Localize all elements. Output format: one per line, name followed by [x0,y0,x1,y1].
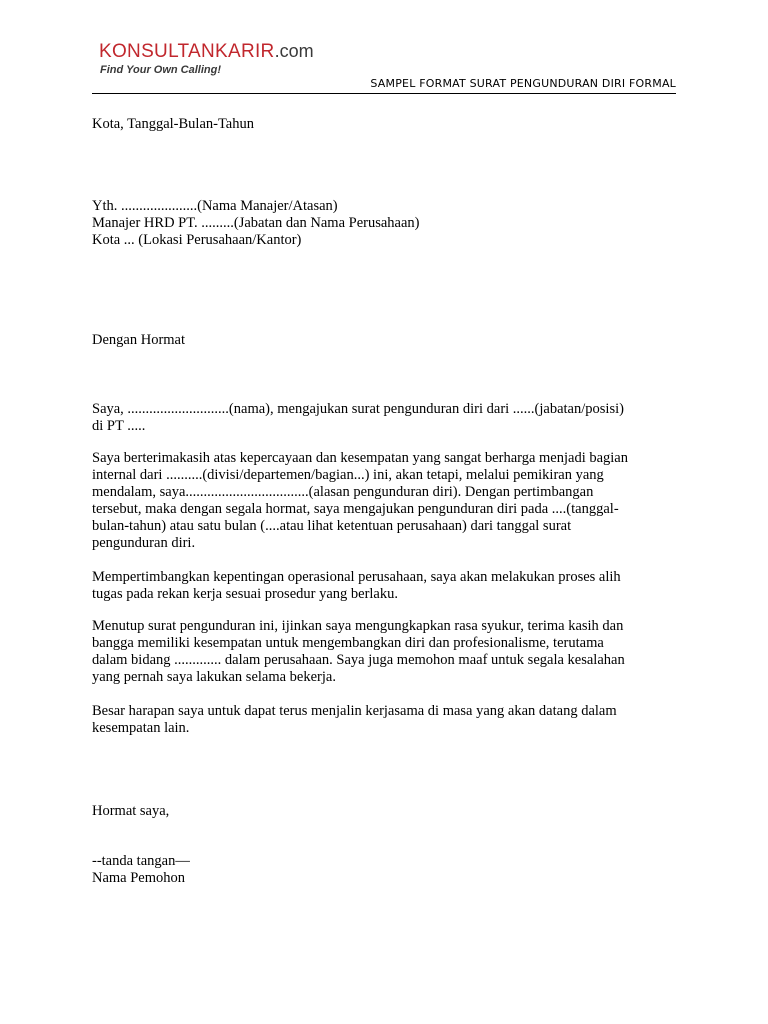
header-divider [92,93,676,94]
logo-tagline: Find Your Own Calling! [100,64,221,76]
salutation: Dengan Hormat [92,332,186,348]
paragraph-hope [92,703,682,737]
paragraph-closing-gratitude [92,618,682,686]
logo-brand: KONSULTANKARIR [99,41,275,62]
recipient-line-3: Kota ... (Lokasi Perusahaan/Kantor) [92,232,302,248]
paragraph-line: tersebut, maka dengan segala hormat, saya mengajukan pengunduran diri pada ....(tanggal- [92,501,619,517]
recipient-line-2: Manajer HRD PT. .........(Jabatan dan Nama Perusahaan) [92,215,420,231]
applicant-name: Nama Pemohon [92,870,186,886]
paragraph-line: Saya berterimakasih atas kepercayaan dan kesempatan yang sangat berharga menjadi bagian [92,450,628,466]
paragraph-line: dalam bidang ............. dalam perusahaan. Saya juga memohon maaf untuk segala kesalahan [92,652,625,668]
date-line: Kota, Tanggal-Bulan-Tahun [92,116,254,132]
paragraph-line: tugas pada rekan kerja sesuai prosedur yang berlaku. [92,586,398,602]
paragraph-line: internal dari ..........(divisi/departemen/bagian...) ini, akan tetapi, melalui pemikiran yang [92,467,604,483]
signature-placeholder: --tanda tangan— [92,853,190,869]
paragraph-line: yang pernah saya lakukan selama bekerja. [92,669,336,685]
recipient-line-1: Yth. .....................(Nama Manajer/Atasan) [92,198,338,214]
brand-logo [99,40,339,77]
paragraph-line: di PT ..... [92,418,146,434]
paragraph-line: mendalam, saya..................................(alasan pengunduran diri). Dengan pertimbangan [92,484,594,500]
closing: Hormat saya, [92,803,170,819]
paragraph-thanks [92,450,682,552]
logo-wordmark [99,40,339,63]
paragraph-intro [92,401,682,435]
paragraph-line: Besar harapan saya untuk dapat terus menjalin kerjasama di masa yang akan datang dalam [92,703,617,719]
logo-domain: .com [274,41,314,61]
paragraph-line: bangga memiliki kesempatan untuk mengembangkan diri dan profesionalisme, terutama [92,635,604,651]
paragraph-line: pengunduran diri. [92,535,196,551]
paragraph-line: kesempatan lain. [92,720,190,736]
paragraph-line: Saya, ............................(nama), mengajukan surat pengunduran diri dari ......(jabatan/posisi) [92,401,624,417]
paragraph-handover [92,569,682,603]
paragraph-line: Mempertimbangkan kepentingan operasional perusahaan, saya akan melakukan proses alih [92,569,621,585]
paragraph-line: Menutup surat pengunduran ini, ijinkan saya mengungkapkan rasa syukur, terima kasih dan [92,618,624,634]
paragraph-line: bulan-tahun) atau satu bulan (....atau lihat ketentuan perusahaan) dari tanggal surat [92,518,572,534]
document-header-title: SAMPEL FORMAT SURAT PENGUNDURAN DIRI FORMAL [370,77,676,90]
